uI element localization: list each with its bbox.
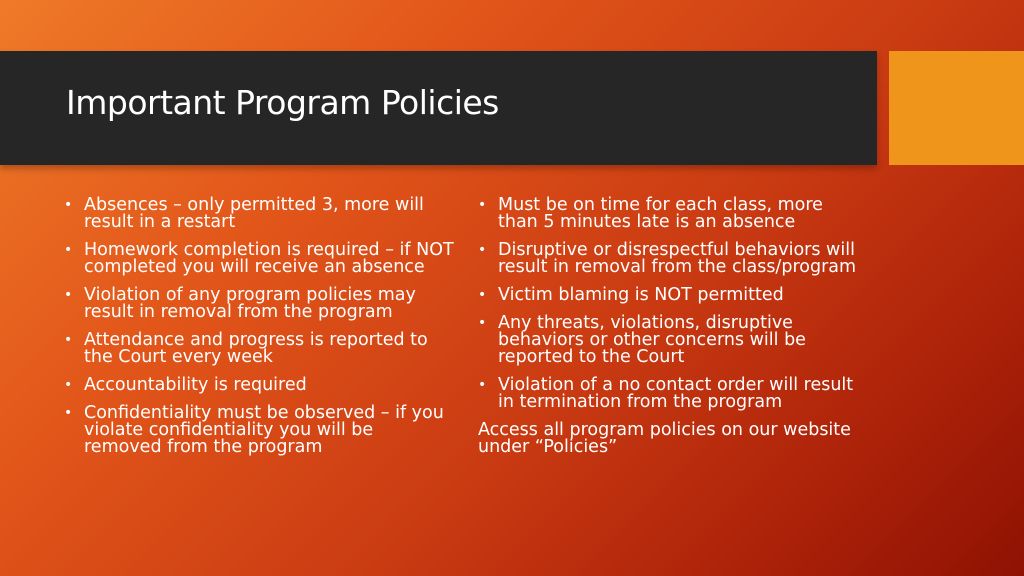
bullet-item bbox=[62, 197, 454, 231]
bullet-item bbox=[476, 377, 868, 411]
left-column bbox=[62, 197, 454, 467]
bullet-text: Violation of any program policies may result in removal from the program bbox=[84, 285, 416, 322]
bullet-item bbox=[476, 315, 868, 366]
bullet-icon: • bbox=[64, 332, 73, 348]
bullet-item bbox=[476, 287, 868, 304]
slide-title: Important Program Policies bbox=[66, 83, 499, 122]
bullet-text: Absences – only permitted 3, more will result in a restart bbox=[84, 195, 424, 232]
bullet-icon: • bbox=[478, 197, 487, 213]
bullet-item bbox=[476, 197, 868, 231]
bullet-text: Must be on time for each class, more than 5 minutes late is an absence bbox=[498, 195, 823, 232]
bullet-text: Any threats, violations, disruptive behaviors or other concerns will be reported to the Court bbox=[498, 313, 806, 367]
bullet-text: Accountability is required bbox=[84, 375, 307, 395]
bullet-item bbox=[62, 332, 454, 366]
bullet-text: Victim blaming is NOT permitted bbox=[498, 285, 784, 305]
right-bullet-list bbox=[476, 197, 868, 411]
bullet-icon: • bbox=[64, 377, 73, 393]
bullet-text: Homework completion is required – if NOT completed you will receive an absence bbox=[84, 240, 454, 277]
bullet-text: Violation of a no contact order will result in termination from the program bbox=[498, 375, 854, 412]
policies-footer-text: Access all program policies on our website under “Policies” bbox=[478, 420, 851, 457]
left-bullet-list bbox=[62, 197, 454, 456]
bullet-item bbox=[62, 242, 454, 276]
right-column bbox=[476, 197, 868, 456]
bullet-icon: • bbox=[64, 242, 73, 258]
bullet-icon: • bbox=[478, 315, 487, 331]
bullet-item bbox=[62, 287, 454, 321]
bullet-icon: • bbox=[478, 377, 487, 393]
accent-box bbox=[889, 51, 1024, 165]
bullet-icon: • bbox=[478, 287, 487, 303]
bullet-text: Attendance and progress is reported to the Court every week bbox=[84, 330, 428, 367]
bullet-item bbox=[476, 242, 868, 276]
bullet-icon: • bbox=[64, 197, 73, 213]
bullet-text: Disruptive or disrespectful behaviors will result in removal from the class/program bbox=[498, 240, 857, 277]
bullet-icon: • bbox=[478, 242, 487, 258]
bullet-icon: • bbox=[64, 405, 73, 421]
bullet-item bbox=[62, 405, 454, 456]
bullet-text: Confidentiality must be observed – if you violate confidentiality you will be removed from the program bbox=[84, 403, 444, 457]
bullet-item bbox=[62, 377, 454, 394]
bullet-icon: • bbox=[64, 287, 73, 303]
